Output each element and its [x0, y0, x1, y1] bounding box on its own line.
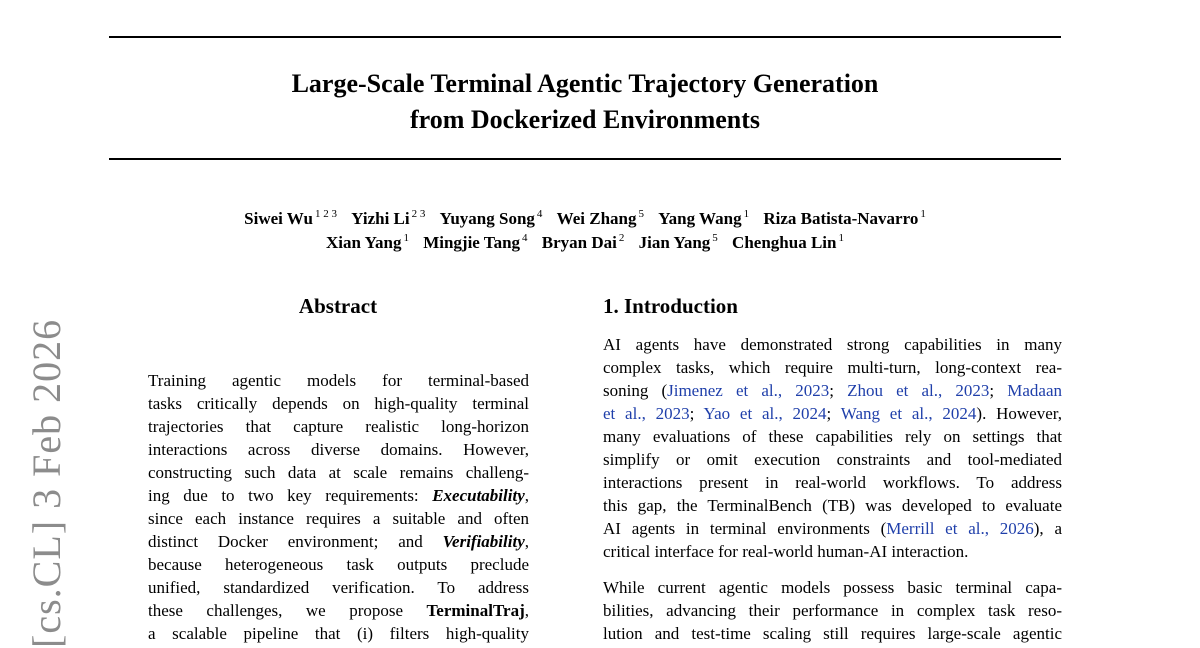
author: Yang Wang $^1$ [658, 208, 750, 228]
author-affiliation: 2 3 [411, 208, 426, 220]
author: Jian Yang $^5$ [638, 232, 718, 252]
intro-line: et al., 2023; Yao et al., 2024; Wang et al., 2024). However, [603, 404, 1062, 423]
section-heading-introduction: 1. Introduction [603, 294, 738, 318]
intro-line: simplify or omit execution constraints and tool-mediated [603, 450, 1062, 469]
author: Xian Yang $^1$ [326, 232, 409, 252]
author-affiliation: 1 [743, 208, 750, 220]
author-affiliation: 1 [920, 208, 926, 220]
author: Yizhi Li $^{2 3}$ [351, 208, 426, 228]
citation-link[interactable]: Merrill et al., 2026 [886, 519, 1034, 538]
abstract-line: Training agentic models for terminal-based [148, 371, 529, 390]
author-affiliation: 2 [618, 232, 625, 244]
intro-line: complex tasks, which require multi-turn, long-context rea- [603, 358, 1062, 377]
title-rule-top [109, 36, 1061, 38]
intro-line: lution and test-time scaling still requires large-scale agentic [603, 624, 1062, 643]
abstract-line: trajectories that capture realistic long-horizon [148, 417, 529, 436]
intro-line: critical interface for real-world human-AI interaction. [603, 542, 969, 561]
author-affiliation: 5 [712, 232, 718, 244]
abstract-line: since each instance requires a suitable and often [148, 509, 529, 528]
citation-link[interactable]: Yao et al., 2024 [703, 404, 827, 423]
abstract-line: constructing such data at scale remains challeng- [148, 463, 529, 482]
author-affiliation: 1 2 3 [314, 208, 337, 220]
author: Chenghua Lin $^1$ [732, 232, 844, 252]
author: Bryan Dai $^2$ [541, 232, 625, 252]
citation-link[interactable]: et al., 2023 [603, 404, 690, 423]
citation-link[interactable]: Wang et al., 2024 [840, 404, 977, 423]
abstract-line: ing due to two key requirements: Executability, [148, 486, 529, 505]
author-affiliation: 4 [536, 208, 543, 220]
abstract-line: unified, standardized verification. To address [148, 578, 529, 597]
citation-link[interactable]: Madaan [1007, 381, 1063, 400]
author: Wei Zhang $^5$ [556, 208, 645, 228]
author: Mingjie Tang $^4$ [423, 232, 528, 252]
author-affiliation: 1 [403, 232, 409, 244]
author: Riza Batista-Navarro $^1$ [763, 208, 926, 228]
author-affiliation: 5 [638, 208, 645, 220]
abstract-line: distinct Docker environment; and Verifiability, [148, 532, 529, 551]
author: Yuyang Song $^4$ [439, 208, 543, 228]
arxiv-identifier-text: [cs.CL] 3 Feb 2026 [24, 318, 69, 648]
author-affiliation: 4 [522, 232, 528, 244]
intro-line: AI agents in terminal environments (Merrill et al., 2026), a [603, 519, 1062, 538]
citation-link[interactable]: Zhou et al., 2023 [847, 381, 990, 400]
emphasis-verifiability: Verifiability [442, 532, 525, 551]
intro-line: While current agentic models possess basic terminal capa- [603, 578, 1062, 597]
intro-line: AI agents have demonstrated strong capabilities in many [603, 335, 1062, 354]
abstract-line: interactions across diverse domains. However, [148, 440, 529, 459]
intro-line: bilities, advancing their performance in complex task reso- [603, 601, 1062, 620]
method-name-terminaltraj: TerminalTraj [426, 601, 525, 620]
paper-title-line-2: from Dockerized Environments [410, 105, 760, 134]
intro-line: many evaluations of these capabilities rely on settings that [603, 427, 1062, 446]
abstract-heading: Abstract [298, 294, 378, 318]
author: Siwei Wu $^{1 2 3}$ [244, 208, 337, 228]
author-affiliation: 1 [838, 232, 844, 244]
abstract-line: because heterogeneous task outputs preclude [148, 555, 529, 574]
abstract-line: a scalable pipeline that (i) filters high-quality [148, 624, 529, 643]
emphasis-executability: Executability [432, 486, 525, 505]
abstract-line: these challenges, we propose TerminalTraj, [148, 601, 529, 620]
intro-line: this gap, the TerminalBench (TB) was developed to evaluate [603, 496, 1062, 515]
abstract-line: tasks critically depends on high-quality terminal [148, 394, 529, 413]
author-list-row-2 [109, 226, 1061, 255]
paper-title-line-1: Large-Scale Terminal Agentic Trajectory Generation [291, 69, 879, 98]
citation-link[interactable]: Jimenez et al., 2023 [667, 381, 830, 400]
intro-line: interactions present in real-world workflows. To address [603, 473, 1062, 492]
title-rule-bottom [109, 158, 1061, 160]
intro-line: soning (Jimenez et al., 2023; Zhou et al., 2023; Madaan [603, 381, 1063, 400]
